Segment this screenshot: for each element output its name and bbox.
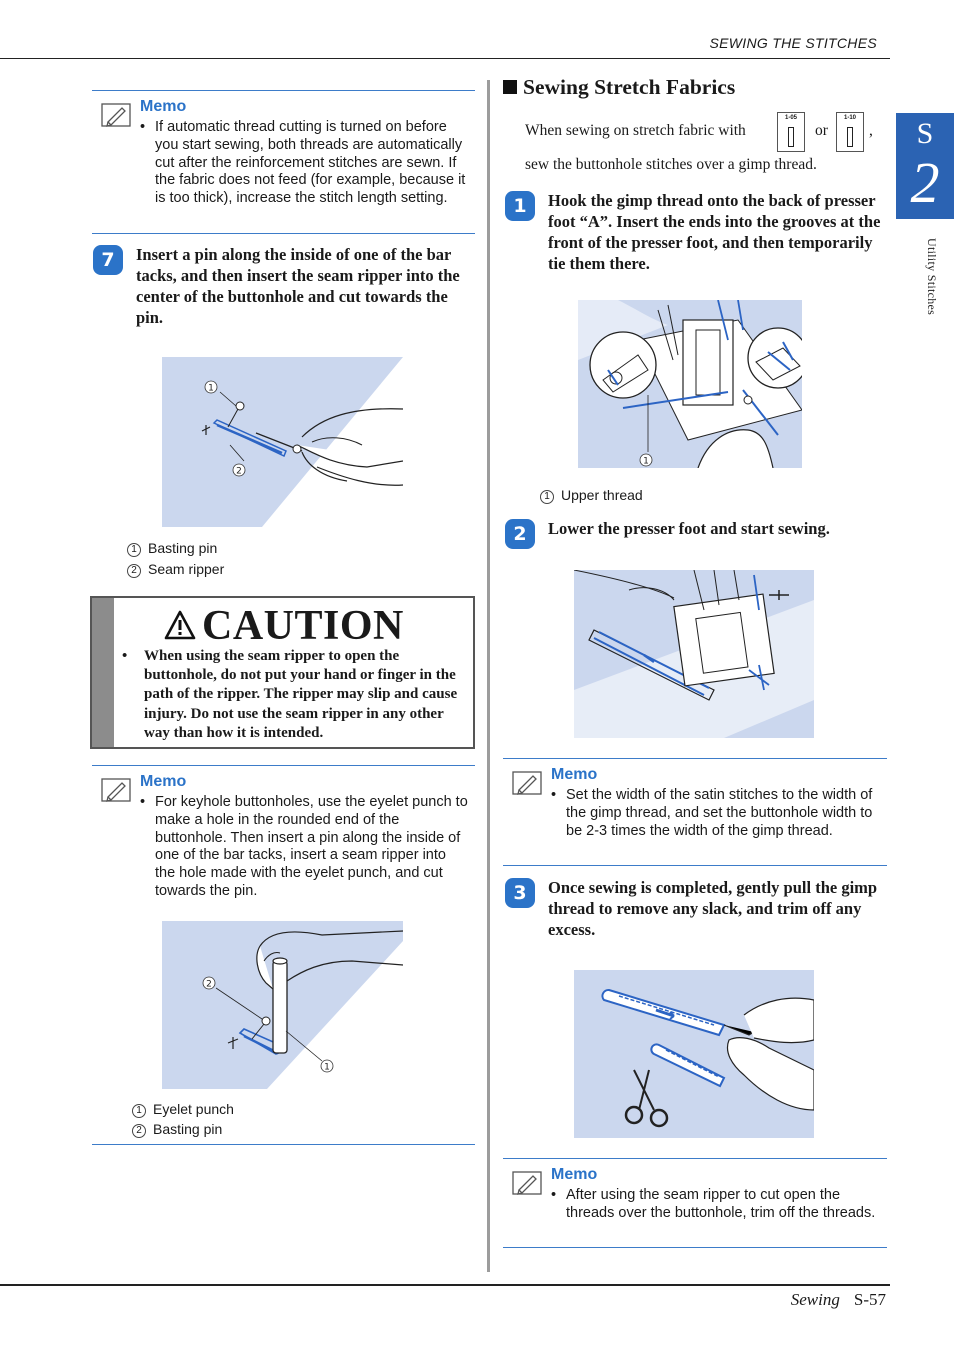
column-divider — [487, 80, 490, 1272]
memo-body: • Set the width of the satin stitches to the width of the gimp thread, and set the buttonhole width to be 2-3 times the width of the gimp thread. — [551, 787, 881, 840]
memo-box-4 — [503, 1158, 887, 1248]
memo-title: Memo — [551, 1166, 598, 1183]
memo-pencil-icon — [512, 1171, 542, 1195]
stitch-number: 1-05 — [784, 115, 797, 121]
memo-body: • If automatic thread cutting is turned on before you start sewing, both threads are automatically cut after the reinforcement stitches are sewn. If the fabric does not feed (for example, because it is too thick), increase the stitch length setting. — [140, 119, 470, 208]
caption-text: Basting pin — [153, 1121, 223, 1137]
step-number-badge: 3 — [505, 878, 535, 908]
memo-pencil-icon — [101, 778, 131, 802]
figure-eyelet-punch — [162, 921, 403, 1089]
chapter-tab — [896, 113, 954, 219]
seam-ripper-illustration — [162, 357, 403, 527]
step-instruction: Insert a pin along the inside of one of the bar tacks, and then insert the seam ripper into the center of the buttonhole and cut towards the pin. — [136, 245, 460, 327]
intro-or: or — [815, 122, 828, 139]
page-number: S-57 — [853, 1290, 886, 1309]
caption-number: 2 — [132, 1124, 146, 1138]
callout-number: 2 — [236, 466, 242, 477]
eyelet-punch-illustration — [162, 921, 403, 1089]
caption-number: 1 — [127, 543, 141, 557]
caption-text: Upper thread — [561, 487, 643, 503]
figure-caption — [132, 1101, 234, 1118]
caution-text: • When using the seam ripper to open the buttonhole, do not put your hand or finger in the path of the ripper. The ripper may slip and cause injury. Do not use the seam ripper in any other way than how it is intended. — [122, 647, 470, 743]
callout-number: 2 — [206, 979, 212, 990]
step-instruction: Lower the presser foot and start sewing. — [548, 519, 830, 538]
step-instruction: Hook the gimp thread onto the back of presser foot “A”. Insert the ends into the grooves at the front of the presser foot, and then temporarily tie them there. — [548, 191, 881, 273]
caption-text: Eyelet punch — [153, 1101, 234, 1117]
caution-title: CAUTION — [202, 603, 404, 649]
memo-box-2 — [92, 765, 475, 1145]
caution-side-bar — [92, 598, 114, 747]
caution-bullet: When using the seam ripper to open the buttonhole, do not put your hand or finger in the path of the ripper. The ripper may slip and cause injury. Do not use the seam ripper in any other way than how it is intended. — [144, 648, 458, 741]
figure-trim-thread — [574, 970, 814, 1138]
caption-number: 1 — [540, 490, 554, 504]
footer-rule — [0, 1284, 890, 1286]
footer-section: Sewing — [790, 1290, 840, 1309]
chapter-tab-number: 2 — [910, 150, 940, 215]
step-instruction: Once sewing is completed, gently pull the gimp thread to remove any slack, and trim off any excess. — [548, 878, 878, 939]
figure-caption — [132, 1121, 222, 1138]
section-title-text: Sewing Stretch Fabrics — [523, 75, 736, 99]
stitch-icon-1-05 — [777, 112, 805, 152]
memo-pencil-icon — [101, 103, 131, 127]
memo-bullet: If automatic thread cutting is turned on before you start sewing, both threads are automatically cut after the reinforcement stitches are sewn. If the fabric does not feed (for example, because it is too thick), increase the stitch length setting. — [155, 119, 466, 207]
memo-title: Memo — [140, 773, 187, 790]
memo-title: Memo — [140, 98, 187, 115]
sewing-buttonhole-illustration — [574, 570, 814, 738]
step-number-badge: 1 — [505, 191, 535, 221]
memo-body: • After using the seam ripper to cut open the threads over the buttonhole, trim off the threads. — [551, 1187, 881, 1223]
figure-seam-ripper — [162, 357, 403, 527]
callout-number: 1 — [643, 456, 649, 467]
memo-bullet: After using the seam ripper to cut open the threads over the buttonhole, trim off the threads. — [566, 1187, 876, 1221]
section-side-label: Utility Stitches — [925, 238, 939, 316]
trim-thread-illustration — [574, 970, 814, 1138]
callout-number: 1 — [324, 1062, 330, 1073]
warning-triangle-icon — [164, 610, 196, 640]
caption-number: 2 — [127, 564, 141, 578]
figure-caption — [127, 540, 217, 557]
figure-gimp-thread — [578, 300, 802, 468]
figure-caption — [127, 561, 224, 578]
memo-body: • For keyhole buttonholes, use the eyelet punch to make a hole in the rounded end of the buttonhole. Then insert a pin along the inside of one of the bar tacks, insert a seam ripper into the hole made with the eyelet punch, and cut towards the pin. — [140, 794, 470, 901]
stitch-number: 1-10 — [843, 115, 856, 121]
figure-caption — [540, 487, 643, 504]
figure-sewing-buttonhole — [574, 570, 814, 738]
memo-title: Memo — [551, 766, 598, 783]
step-number-badge: 7 — [93, 245, 123, 275]
section-title — [503, 75, 735, 100]
caption-text: Basting pin — [148, 540, 218, 556]
memo-bullet: For keyhole buttonholes, use the eyelet punch to make a hole in the rounded end of the buttonhole. Then insert a pin along the inside of one of the bar tacks, insert a seam ripper into the hole made with the eyelet punch, and cut towards the pin. — [155, 794, 468, 899]
running-header: SEWING THE STITCHES — [709, 35, 877, 51]
caption-number: 1 — [132, 1104, 146, 1118]
memo-box-1 — [92, 90, 475, 234]
chapter-tab-letter: S — [916, 117, 934, 150]
page-footer — [791, 1290, 886, 1310]
memo-box-3 — [503, 758, 887, 866]
caption-text: Seam ripper — [148, 561, 225, 577]
header-rule — [0, 58, 890, 59]
buttonhole-icon — [788, 127, 794, 147]
intro-text-line1: When sewing on stretch fabric with — [525, 122, 746, 139]
buttonhole-icon — [847, 127, 853, 147]
memo-bullet: Set the width of the satin stitches to the width of the gimp thread, and set the buttonhole width to be 2-3 times the width of the gimp thread. — [566, 787, 873, 839]
callout-number: 1 — [208, 383, 214, 394]
presser-foot-illustration — [578, 300, 802, 468]
square-bullet-icon — [503, 80, 517, 94]
step-number-badge: 2 — [505, 519, 535, 549]
intro-text-line2: sew the buttonhole stitches over a gimp thread. — [525, 156, 817, 173]
caution-box — [90, 596, 475, 749]
intro-comma: , — [869, 122, 873, 139]
stitch-icon-1-10 — [836, 112, 864, 152]
memo-pencil-icon — [512, 771, 542, 795]
